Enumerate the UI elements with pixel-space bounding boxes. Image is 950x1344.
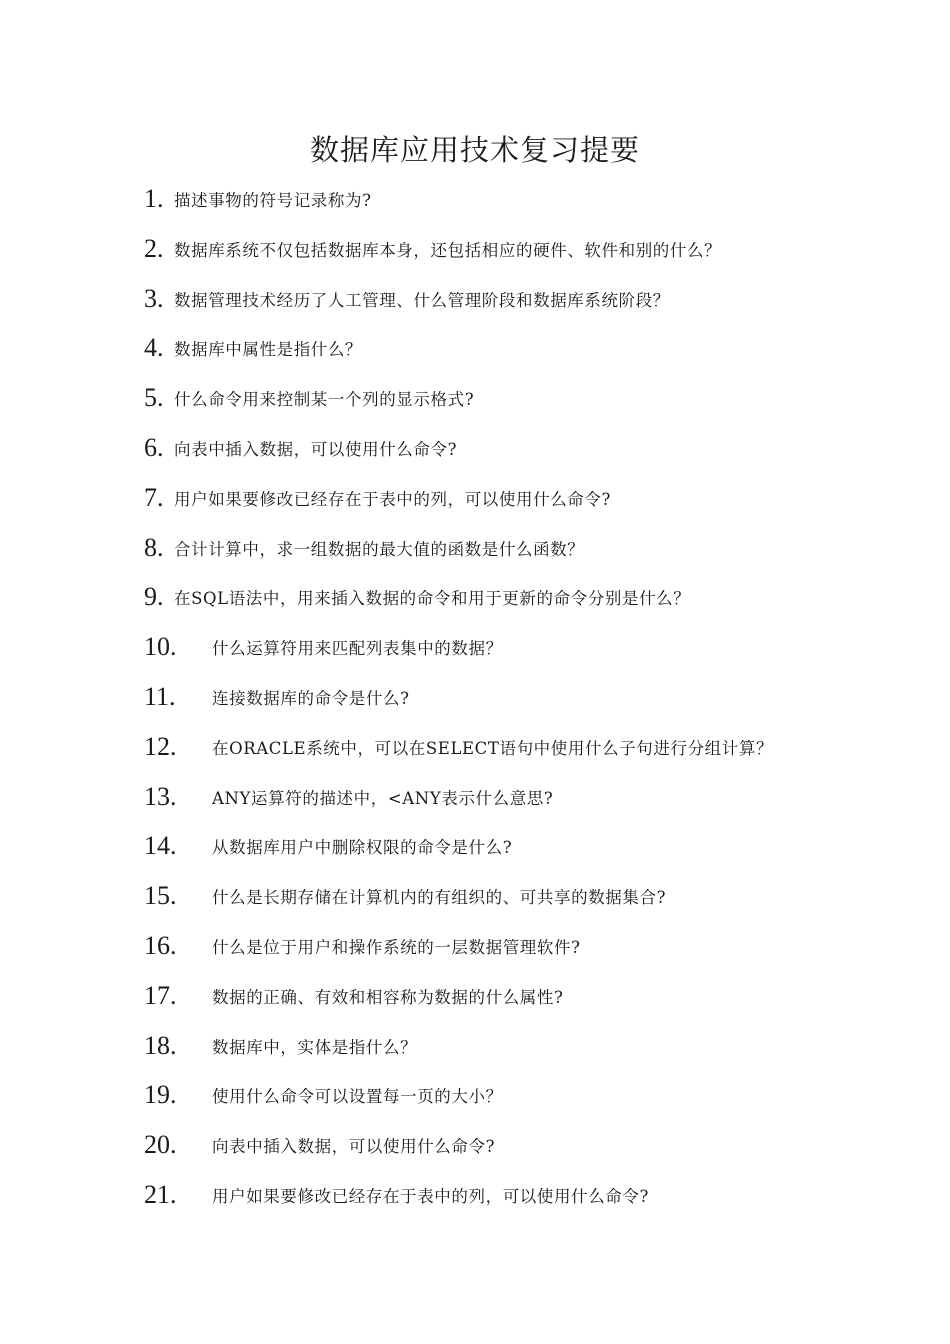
question-number: 21. bbox=[144, 1179, 177, 1209]
question-number: 3. bbox=[144, 283, 164, 313]
question-text: 使用什么命令可以设置每一页的大小？ bbox=[212, 1087, 503, 1107]
question-item bbox=[144, 282, 924, 332]
question-number: 14. bbox=[144, 831, 177, 861]
question-number: 2. bbox=[144, 233, 164, 263]
question-number: 4. bbox=[144, 333, 164, 363]
question-item bbox=[144, 680, 924, 730]
question-item bbox=[144, 929, 924, 979]
question-item bbox=[144, 1178, 924, 1228]
question-number: 10. bbox=[144, 632, 177, 662]
question-text: 用户如果要修改已经存在于表中的列，可以使用什么命令? bbox=[212, 1186, 649, 1206]
question-item bbox=[144, 829, 924, 879]
question-text: 数据库中，实体是指什么？ bbox=[212, 1037, 418, 1057]
question-item bbox=[144, 979, 924, 1029]
question-number: 11. bbox=[144, 681, 176, 711]
question-item bbox=[144, 879, 924, 929]
question-number: 13. bbox=[144, 781, 177, 811]
question-item bbox=[144, 431, 924, 481]
question-text: 在SQL语法中，用来插入数据的命令和用于更新的命令分别是什么？ bbox=[174, 589, 691, 609]
question-text: 什么是位于用户和操作系统的一层数据管理软件? bbox=[212, 937, 581, 957]
question-text: 什么运算符用来匹配列表集中的数据？ bbox=[212, 639, 503, 659]
question-number: 17. bbox=[144, 980, 177, 1010]
question-item bbox=[144, 381, 924, 431]
question-number: 15. bbox=[144, 881, 177, 911]
question-text: 用户如果要修改已经存在于表中的列，可以使用什么命令? bbox=[174, 489, 611, 509]
question-item bbox=[144, 531, 924, 581]
question-text: 数据库中属性是指什么？ bbox=[174, 340, 363, 360]
question-number: 1. bbox=[144, 184, 164, 213]
question-text: 数据管理技术经历了人工管理、什么管理阶段和数据库系统阶段？ bbox=[174, 290, 670, 310]
question-item bbox=[144, 331, 924, 381]
question-text: 向表中插入数据，可以使用什么命令? bbox=[212, 1137, 496, 1157]
question-item bbox=[144, 1128, 924, 1178]
question-item bbox=[144, 780, 924, 830]
question-number: 20. bbox=[144, 1130, 177, 1160]
question-text: ANY运算符的描述中，<ANY表示什么意思? bbox=[212, 788, 554, 808]
question-text: 在ORACLE系统中，可以在SELECT语句中使用什么子句进行分组计算？ bbox=[212, 738, 774, 758]
question-item bbox=[144, 481, 924, 531]
question-item bbox=[144, 630, 924, 680]
question-text: 什么命令用来控制某一个列的显示格式? bbox=[174, 390, 475, 410]
question-number: 9. bbox=[144, 582, 164, 612]
question-text: 描述事物的符号记录称为? bbox=[174, 191, 372, 210]
question-text: 数据库系统不仅包括数据库本身，还包括相应的硬件、软件和别的什么？ bbox=[174, 240, 722, 260]
question-item bbox=[144, 730, 924, 780]
question-item bbox=[144, 232, 924, 282]
question-item bbox=[144, 182, 924, 232]
question-list bbox=[144, 182, 924, 1228]
question-number: 19. bbox=[144, 1080, 177, 1110]
document-title: 数据库应用技术复习提要 bbox=[309, 133, 640, 167]
question-item bbox=[144, 580, 924, 630]
question-number: 6. bbox=[144, 432, 164, 462]
question-number: 18. bbox=[144, 1030, 177, 1060]
question-number: 8. bbox=[144, 532, 164, 562]
question-text: 向表中插入数据，可以使用什么命令? bbox=[174, 439, 458, 459]
question-text: 合计计算中，求一组数据的最大值的函数是什么函数？ bbox=[174, 539, 585, 559]
question-text: 什么是长期存储在计算机内的有组织的、可共享的数据集合? bbox=[212, 888, 667, 908]
question-item bbox=[144, 1078, 924, 1128]
question-text: 连接数据库的命令是什么? bbox=[212, 688, 410, 708]
question-text: 从数据库用户中删除权限的命令是什么? bbox=[212, 838, 513, 858]
question-item bbox=[144, 1029, 924, 1079]
question-number: 7. bbox=[144, 482, 164, 512]
question-text: 数据的正确、有效和相容称为数据的什么属性? bbox=[212, 987, 564, 1007]
question-number: 12. bbox=[144, 731, 177, 761]
question-number: 16. bbox=[144, 930, 177, 960]
question-number: 5. bbox=[144, 383, 164, 413]
